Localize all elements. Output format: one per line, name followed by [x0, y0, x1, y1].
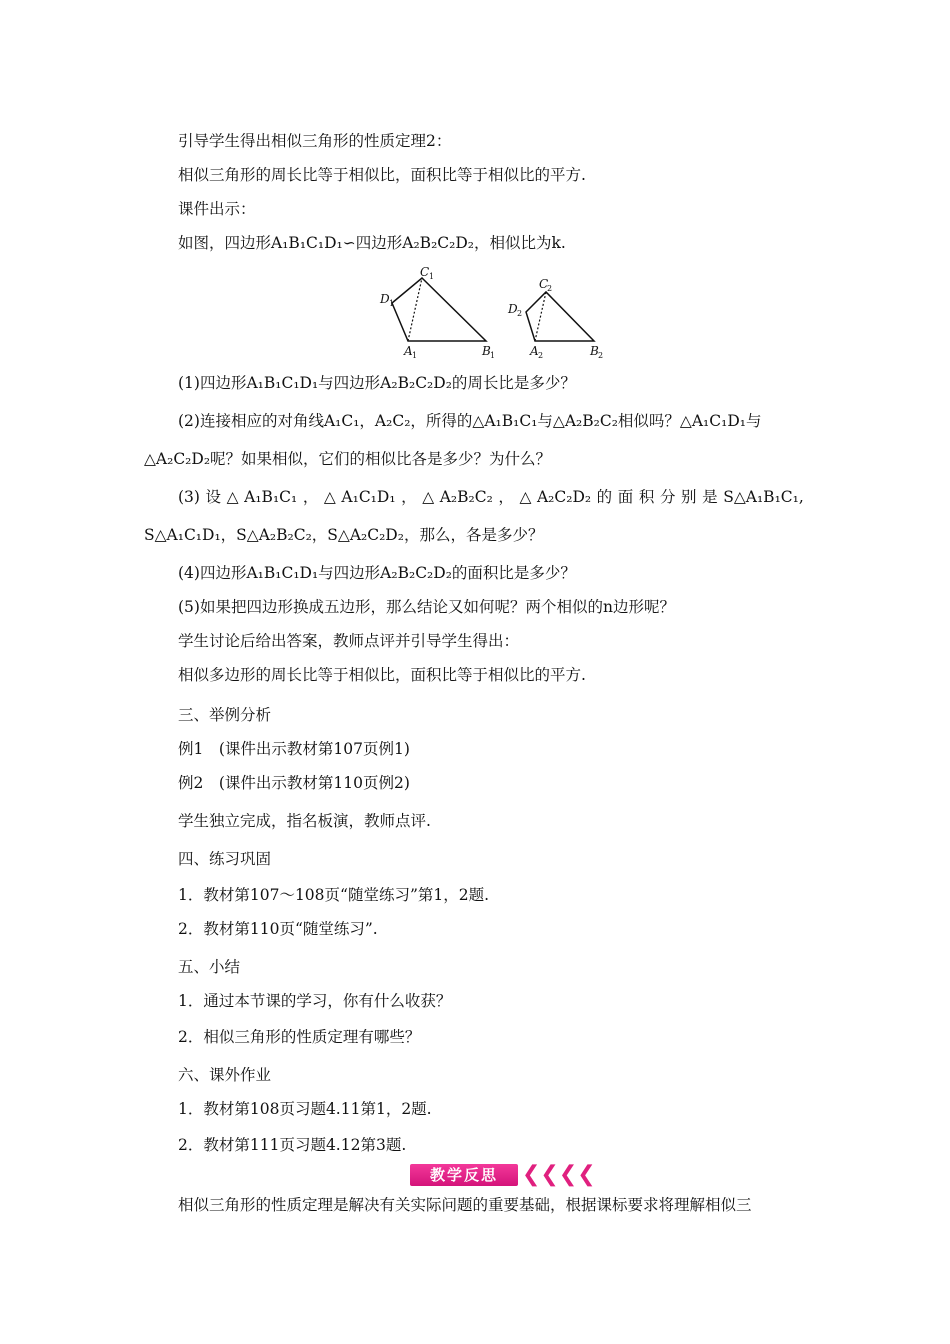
example-1: 例1 (课件出示教材第107页例1)	[178, 740, 410, 758]
label-A2-sub: 2	[538, 351, 544, 360]
list-item: 2．相似三角形的性质定理有哪些？	[178, 1028, 421, 1046]
label-B2: B	[590, 344, 599, 358]
label-C2-sub: 2	[547, 284, 553, 293]
section-heading: 三、举例分析	[178, 706, 272, 724]
text-line: 学生讨论后给出答案，教师点评并引导学生得出：	[178, 632, 520, 650]
question-5: (5)如果把四边形换成五边形，那么结论又如何呢？两个相似的n边形呢？	[178, 598, 675, 616]
label-C1-sub: 1	[429, 272, 435, 281]
figure-intro: 如图，四边形A₁B₁C₁D₁∽四边形A₂B₂C₂D₂，相似比为k.	[178, 234, 566, 252]
label-D2-sub: 2	[517, 309, 523, 318]
text-line: 课件出示：	[178, 200, 256, 218]
label-D1: D	[380, 292, 390, 306]
list-item: 1．通过本节课的学习，你有什么收获？	[178, 992, 452, 1010]
list-item: 1．教材第107～108页“随堂练习”第1，2题.	[178, 886, 490, 904]
text-line: 相似三角形的周长比等于相似比，面积比等于相似比的平方.	[178, 166, 586, 184]
label-A2: A	[530, 344, 539, 358]
section-heading: 五、小结	[178, 958, 241, 976]
question-3-line-2: S△A₁C₁D₁，S△A₂B₂C₂，S△A₂C₂D₂，那么，各是多少？	[144, 526, 544, 544]
text-line: 相似多边形的周长比等于相似比，面积比等于相似比的平方.	[178, 666, 586, 684]
text-line: 引导学生得出相似三角形的性质定理2：	[178, 132, 452, 150]
label-B2-sub: 2	[598, 351, 604, 360]
list-item: 1．教材第108页习题4.11第1，2题.	[178, 1100, 432, 1118]
quadrilateral-left	[379, 265, 495, 360]
quadrilateral-right	[507, 277, 603, 360]
label-C2: C	[539, 277, 549, 291]
question-1: (1)四边形A₁B₁C₁D₁与四边形A₂B₂C₂D₂的周长比是多少？	[178, 374, 576, 392]
section-heading: 四、练习巩固	[178, 850, 272, 868]
example-2: 例2 (课件出示教材第110页例2)	[178, 774, 410, 792]
label-A1-sub: 1	[412, 351, 418, 360]
chevron-left-icon: ❮❮❮❮	[522, 1162, 596, 1187]
question-2-line-2: △A₂C₂D₂呢？如果相似，它们的相似比各是多少？为什么？	[144, 450, 552, 468]
text-line: 学生独立完成，指名板演，教师点评.	[178, 812, 431, 830]
teaching-reflection-banner	[410, 1162, 596, 1188]
label-B1: B	[482, 344, 491, 358]
label-A1: A	[404, 344, 413, 358]
label-D2: D	[508, 302, 518, 316]
label-C1: C	[420, 265, 430, 279]
question-3-line-1: (3) 设 △ A₁B₁C₁ ， △ A₁C₁D₁ ， △ A₂B₂C₂ ， △ A₂C₂D₂ 的 面 积 分 别 是 S△A₁B₁C₁,	[178, 488, 804, 506]
label-D1-sub: 1	[389, 299, 395, 308]
banner-title: 教学反思	[429, 1166, 498, 1184]
similar-quadrilaterals-figure	[370, 262, 620, 362]
question-2-line-1: (2)连接相应的对角线A₁C₁，A₂C₂，所得的△A₁B₁C₁与△A₂B₂C₂相似吗？△A₁C₁D₁与	[178, 412, 762, 430]
question-4: (4)四边形A₁B₁C₁D₁与四边形A₂B₂C₂D₂的面积比是多少？	[178, 564, 576, 582]
list-item: 2．教材第111页习题4.12第3题.	[178, 1136, 407, 1154]
list-item: 2．教材第110页“随堂练习”.	[178, 920, 378, 938]
section-heading: 六、课外作业	[178, 1066, 272, 1084]
reflection-text: 相似三角形的性质定理是解决有关实际问题的重要基础，根据课标要求将理解相似三	[178, 1196, 752, 1214]
label-B1-sub: 1	[490, 351, 496, 360]
